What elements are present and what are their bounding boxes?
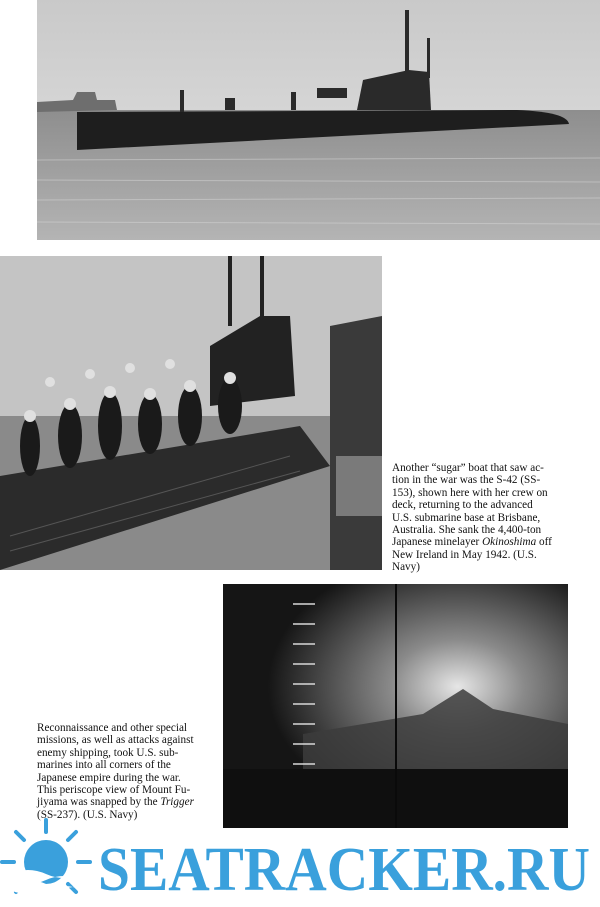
caption-fragment: off	[536, 536, 552, 549]
caption-fragment: Japanese minelayer	[392, 536, 483, 549]
caption-line: 153), shown here with her crew on	[392, 486, 548, 499]
caption-line: Reconnaissance and other special	[37, 722, 188, 734]
caption-fragment: jiyama was snapped by the	[37, 796, 161, 809]
caption-line: Australia. She sank the 4,400-ton	[392, 524, 542, 537]
watermark-text: SEATRACKER.RU	[98, 836, 590, 904]
periscope-photo	[223, 584, 568, 828]
caption-line: enemy shipping, took U.S. sub-	[37, 746, 179, 759]
caption-line: (SS-237). (U.S. Navy)	[37, 808, 138, 821]
periscope-caption	[37, 722, 227, 821]
caption-line: tion in the war was the S-42 (SS-	[392, 474, 541, 487]
caption-line: This periscope view of Mount Fu-	[37, 784, 191, 797]
caption-line: marines into all corners of the	[37, 759, 171, 772]
caption-line	[392, 536, 600, 548]
ship-name: Trigger	[160, 796, 194, 809]
caption-line: missions, as well as attacks against	[37, 734, 194, 747]
caption-line: Another “sugar” boat that saw ac-	[392, 462, 544, 474]
s42-caption	[392, 462, 600, 574]
caption-line: Japanese empire during the war.	[37, 771, 181, 784]
caption-line: Navy)	[392, 561, 420, 574]
sun-wave-icon	[2, 820, 90, 894]
watermark	[0, 818, 600, 907]
caption-line: deck, returning to the advanced	[392, 499, 533, 512]
s42-crew-photo	[0, 256, 382, 570]
caption-line	[37, 796, 227, 808]
caption-line: New Ireland in May 1942. (U.S.	[392, 548, 537, 561]
ship-name: Okinoshima	[482, 536, 537, 549]
caption-line: U.S. submarine base at Brisbane,	[392, 511, 541, 524]
submarine-photo	[37, 0, 600, 240]
